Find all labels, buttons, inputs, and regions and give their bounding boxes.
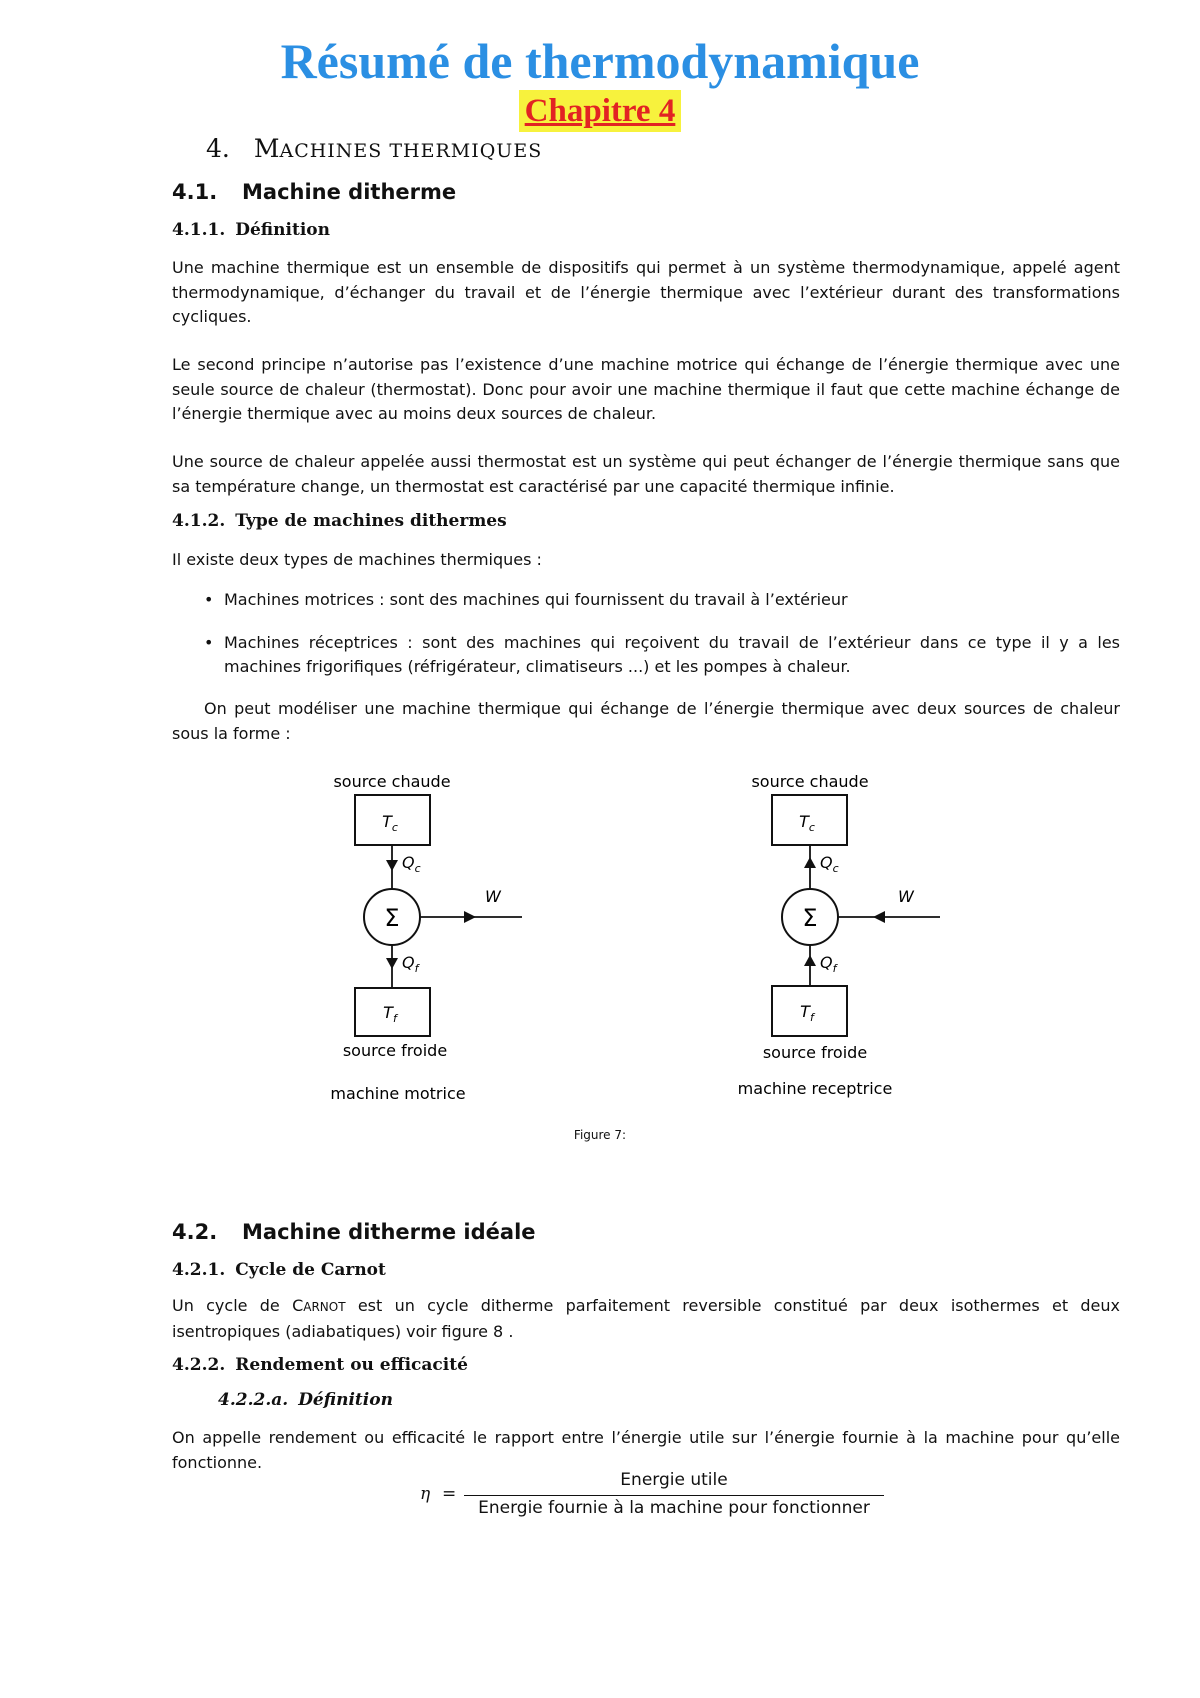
- section-heading: [206, 134, 542, 163]
- paragraph-heading-title: Définition: [298, 1390, 393, 1410]
- hot-heat-arrow: [804, 857, 816, 868]
- cold-heat-subscript: f: [832, 962, 837, 975]
- cold-heat-arrow: [804, 955, 816, 966]
- paragraph-definition-2: Le second principe n’autorise pas l’existence d’une machine motrice qui échange de l’énergie thermique avec une seule source de chaleur (thermostat). Donc pour avoir une machine thermique il faut que cette machine échange de l’énergie thermique avec au moins deux sources de chaleur.: [172, 355, 1120, 423]
- cold-heat-letter: Q: [402, 953, 415, 972]
- eta-symbol: η: [420, 1484, 431, 1504]
- subsection-number: 4.1.: [172, 180, 218, 204]
- cold-temp-letter: T: [800, 1002, 810, 1021]
- hot-heat-arrow: [386, 860, 398, 871]
- cold-heat-subscript: f: [414, 962, 419, 975]
- subsubsection-number: 4.1.1.: [172, 220, 226, 240]
- subsection-title: Machine ditherme idéale: [242, 1220, 536, 1244]
- paragraph-definition-1: Une machine thermique est un ensemble de dispositifs qui permet à un système thermodynamique, appelé agent thermodynamique, d’échanger du travail et de l’énergie thermique avec l’extérieur durant des transformations cycliques.: [172, 258, 1120, 326]
- hot-source-label: source chaude: [751, 772, 869, 791]
- hot-temp-subscript: c: [391, 821, 398, 834]
- hot-temp-symbol: [799, 812, 815, 834]
- work-out-arrow: [464, 911, 476, 923]
- list-item: • Machines motrices : sont des machines qui fournissent du travail à l’extérieur: [172, 588, 1120, 613]
- subsubsection-heading-4-1-1: [172, 220, 330, 240]
- machine-types-list: [172, 588, 1120, 680]
- cold-heat-symbol: [820, 953, 839, 975]
- hot-temp-letter: T: [382, 812, 392, 831]
- sigma-symbol: Σ: [384, 904, 400, 932]
- formula-numerator: Energie utile: [620, 1470, 728, 1490]
- receiver-machine-diagram: [738, 772, 940, 1098]
- sigma-symbol: Σ: [802, 904, 818, 932]
- cold-temp-symbol: [383, 1003, 399, 1025]
- subsubsection-title: Définition: [235, 220, 330, 240]
- subsection-heading-4-2: [172, 1220, 536, 1244]
- work-symbol: W: [898, 887, 914, 906]
- subsection-heading-4-1: [172, 180, 456, 204]
- subsubsection-number: 4.1.2.: [172, 511, 226, 531]
- subsubsection-title: Type de machines dithermes: [235, 511, 507, 531]
- equals-sign: =: [442, 1484, 457, 1504]
- hot-source-box: [355, 795, 430, 845]
- cold-heat-symbol: [402, 953, 421, 975]
- subsubsection-title: Rendement ou efficacité: [235, 1355, 468, 1375]
- subsubsection-heading-4-1-2: [172, 511, 507, 531]
- subsubsection-title: Cycle de Carnot: [235, 1260, 386, 1280]
- hot-source-label: source chaude: [333, 772, 451, 791]
- hot-heat-letter: Q: [402, 853, 415, 872]
- hot-temp-subscript: c: [808, 821, 815, 834]
- cold-heat-arrow: [386, 958, 398, 969]
- carnot-text-after: est un cycle ditherme parfaitement reversible constitué par deux isothermes et deux isentropiques (adiabatiques) voir figure 8 .: [172, 1296, 1120, 1341]
- work-symbol: W: [485, 887, 501, 906]
- figure-7-diagram: [0, 760, 1200, 1110]
- subsection-number: 4.2.: [172, 1220, 218, 1244]
- cold-temp-subscript: f: [809, 1011, 814, 1024]
- motor-machine-caption: machine motrice: [330, 1084, 466, 1103]
- cold-temp-letter: T: [383, 1003, 393, 1022]
- subsection-title: Machine ditherme: [242, 180, 457, 204]
- chapter-label: Chapitre 4: [519, 90, 682, 132]
- cold-temp-subscript: f: [392, 1012, 397, 1025]
- paragraph-model: On peut modéliser une machine thermique qui échange de l’énergie thermique avec deux sources de chaleur sous la forme :: [172, 699, 1120, 743]
- subsubsection-heading-4-2-1: [172, 1260, 386, 1280]
- receiver-machine-caption: machine receptrice: [737, 1079, 893, 1098]
- hot-temp-symbol: [382, 812, 398, 834]
- cold-heat-letter: Q: [820, 953, 833, 972]
- subsubsection-heading-4-2-2: [172, 1355, 468, 1375]
- hot-temp-letter: T: [799, 812, 809, 831]
- document-title: Résumé de thermodynamique: [280, 33, 920, 89]
- subsubsection-number: 4.2.2.: [172, 1355, 226, 1375]
- chapter-label-wrap: [0, 90, 1200, 132]
- hot-heat-symbol: [402, 853, 421, 875]
- subsubsection-number: 4.2.1.: [172, 1260, 226, 1280]
- hot-heat-subscript: c: [414, 862, 421, 875]
- fraction-bar: [464, 1495, 884, 1496]
- paragraph-heading-number: 4.2.2.a.: [218, 1390, 289, 1410]
- paragraph-definition-3: Une source de chaleur appelée aussi thermostat est un système qui peut échanger de l’énergie thermique sans que sa température change, un thermostat est caractérisé par une capacité thermique infinie.: [172, 452, 1120, 496]
- carnot-name-rest: ARNOT: [303, 1300, 346, 1314]
- work-in-arrow: [873, 911, 885, 923]
- paragraph-types-intro: Il existe deux types de machines thermiques :: [172, 550, 542, 569]
- carnot-text-before: Un cycle de: [172, 1296, 293, 1315]
- hot-source-box: [772, 795, 847, 845]
- section-title-rest: ACHINES THERMIQUES: [279, 140, 543, 162]
- section-title-initial: M: [253, 134, 280, 163]
- carnot-name-initial: C: [292, 1296, 304, 1315]
- motor-machine-diagram: [330, 772, 522, 1103]
- efficiency-formula: [420, 1470, 920, 1520]
- hot-heat-symbol: [820, 853, 839, 875]
- paragraph-efficiency-definition: On appelle rendement ou efficacité le rapport entre l’énergie utile sur l’énergie fournie à la machine pour qu’elle fonctionne.: [172, 1428, 1120, 1472]
- figure-caption: Figure 7:: [573, 1128, 627, 1142]
- formula-denominator: Energie fournie à la machine pour fonctionner: [478, 1498, 870, 1518]
- hot-heat-subscript: c: [832, 862, 839, 875]
- hot-heat-letter: Q: [820, 853, 833, 872]
- paragraph-heading-4-2-2-a: [218, 1390, 393, 1410]
- paragraph-carnot: [172, 1294, 1120, 1344]
- cold-source-label: source froide: [342, 1041, 448, 1060]
- cold-source-label: source froide: [762, 1043, 868, 1062]
- cold-temp-symbol: [800, 1002, 816, 1024]
- section-number: 4.: [206, 134, 230, 163]
- list-item: • Machines réceptrices : sont des machines qui reçoivent du travail de l’extérieur dans ce type il y a les machines frigorifiques (réfrigérateur, climatiseurs ...) et les pompes à chaleur.: [172, 631, 1120, 680]
